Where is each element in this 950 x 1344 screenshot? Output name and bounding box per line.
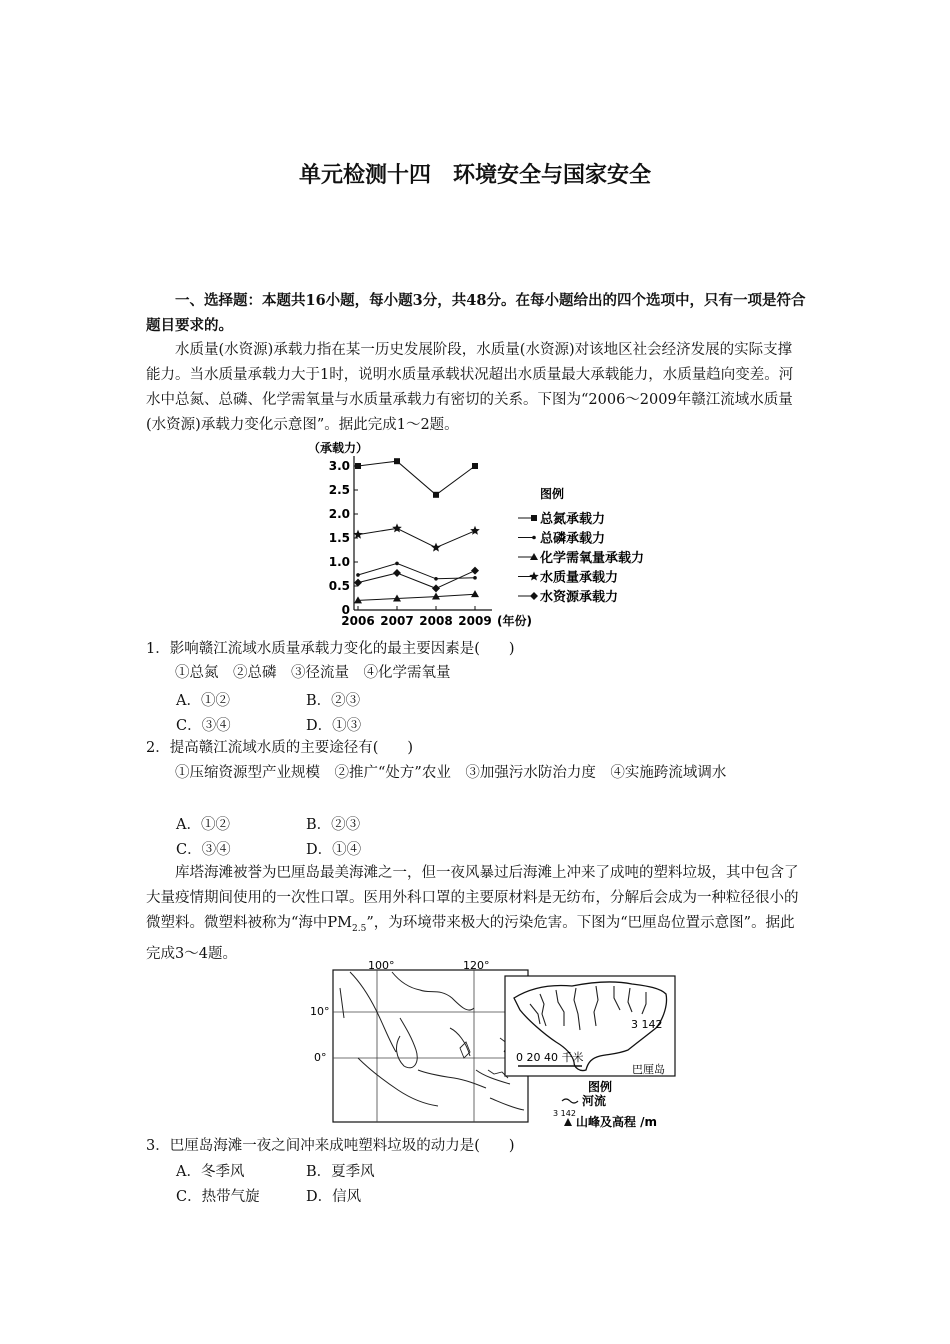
x-axis-label: (年份) bbox=[497, 614, 532, 628]
data-point bbox=[394, 458, 400, 464]
lon-120-label: 120° bbox=[463, 959, 490, 972]
x-tick-label: 2008 bbox=[419, 614, 453, 628]
y-tick-label: 3.0 bbox=[328, 459, 350, 473]
section-heading: 一、选择题：本题共16小题，每小题3分，共48分。在每小题给出的四个选项中，只有一项是符合题目要求的。 bbox=[146, 292, 806, 334]
q1-option-b[interactable]: B．②③ bbox=[306, 693, 361, 709]
pm-subscript: 2.5 bbox=[352, 923, 367, 934]
y-axis-label: （承载力） bbox=[308, 441, 369, 455]
legend-entry: 水质量承载力 bbox=[540, 570, 619, 586]
page-title: 单元检测十四 环境安全与国家安全 bbox=[298, 163, 651, 188]
legend-marker bbox=[529, 572, 539, 581]
passage-2-part-b: ”，为环境带来极大的污染危害。下图为“巴厘岛位置示意图”。据此完成3～4题。 bbox=[146, 915, 795, 962]
data-point bbox=[471, 590, 479, 597]
q2-stem: 2．提高赣江流域水质的主要途径有( ) bbox=[146, 740, 414, 756]
y-tick-label: 2.0 bbox=[328, 507, 350, 521]
legend-entry: 水资源承载力 bbox=[540, 590, 619, 605]
carrying-capacity-chart bbox=[300, 438, 680, 634]
q3-stem: 3．巴厘岛海滩一夜之间冲来成吨塑料垃圾的动力是( ) bbox=[146, 1138, 515, 1154]
q1-option-a[interactable]: A．①② bbox=[176, 693, 230, 709]
data-point bbox=[355, 463, 361, 469]
y-tick-label: 0.5 bbox=[328, 579, 350, 593]
legend-marker bbox=[532, 536, 536, 540]
map-legend-peak: 山峰及高程 /m bbox=[576, 1115, 658, 1129]
scale-label: 0 20 40 千米 bbox=[516, 1051, 584, 1064]
q2-option-d[interactable]: D．①④ bbox=[306, 842, 362, 858]
lon-100-label: 100° bbox=[368, 959, 395, 972]
bali-location-map bbox=[300, 958, 690, 1130]
series-line bbox=[358, 528, 475, 547]
q2-items: ①压缩资源型产业规模 ②推广“处方”农业 ③加强污水防治力度 ④实施跨流域调水 bbox=[175, 765, 727, 781]
data-point bbox=[432, 584, 440, 592]
data-point bbox=[472, 463, 478, 469]
q3-option-b[interactable]: B．夏季风 bbox=[306, 1164, 375, 1180]
river-legend-icon bbox=[562, 1099, 578, 1103]
map-legend-river: 河流 bbox=[582, 1094, 607, 1108]
q2-option-a[interactable]: A．①② bbox=[176, 817, 230, 833]
legend-marker bbox=[530, 592, 538, 600]
series-line bbox=[358, 563, 475, 578]
data-point bbox=[434, 577, 438, 581]
q2-option-b[interactable]: B．②③ bbox=[306, 817, 361, 833]
legend-marker bbox=[531, 515, 537, 521]
passage-1: 水质量(水资源)承载力指在某一历史发展阶段，水质量(水资源)对该地区社会经济发展的实际支撑能力。当水质量承载力大于1时，说明水质量承载状况超出水质量最大承载能力，水质量趋向变差。河水中总氮、总磷、化学需氧量与水质量承载力有密切的关系。下图为“2006～2009年赣江流域水质量(水资源)承载力变化示意图”。据此完成1～2题。 bbox=[146, 342, 794, 433]
data-point bbox=[392, 523, 402, 532]
data-point bbox=[471, 567, 479, 575]
lat-0-label: 0° bbox=[314, 1051, 327, 1064]
q3-option-c[interactable]: C．热带气旋 bbox=[176, 1189, 260, 1205]
q1-option-d[interactable]: D．①③ bbox=[306, 718, 362, 734]
map-legend-peak-value: 3 142 bbox=[553, 1109, 576, 1118]
q3-option-d[interactable]: D．信风 bbox=[306, 1189, 362, 1205]
series-line bbox=[358, 461, 475, 495]
data-point bbox=[353, 530, 363, 539]
y-tick-label: 0 bbox=[341, 603, 350, 617]
y-tick-label: 1.5 bbox=[328, 531, 350, 545]
map-legend-title: 图例 bbox=[588, 1080, 613, 1094]
q3-option-a[interactable]: A．冬季风 bbox=[176, 1164, 245, 1180]
series-line bbox=[358, 571, 475, 589]
q1-option-c[interactable]: C．③④ bbox=[176, 718, 231, 734]
lat-10-label: 10° bbox=[310, 1005, 330, 1018]
x-tick-label: 2007 bbox=[380, 614, 414, 628]
map-frame bbox=[333, 970, 528, 1122]
passage-2-part-a: 库塔海滩被誉为巴厘岛最美海滩之一，但一夜风暴过后海滩上冲来了成吨的塑料垃圾，其中包含了大量疫情期间使用的一次性口罩。医用外科口罩的主要原材料是无纺布，分解后会成为一种粒径很小的微塑料。微塑料被称为“海中PM bbox=[146, 865, 799, 931]
x-tick-label: 2006 bbox=[341, 614, 375, 628]
q1-stem: 1．影响赣江流域水质量承载力变化的最主要因素是( ) bbox=[146, 641, 515, 657]
y-tick-label: 2.5 bbox=[328, 483, 350, 497]
peak-label: 3 142 bbox=[631, 1018, 663, 1031]
data-point bbox=[470, 526, 480, 535]
data-point bbox=[395, 562, 399, 566]
q2-option-c[interactable]: C．③④ bbox=[176, 842, 231, 858]
legend-entry: 化学需氧量承载力 bbox=[540, 551, 645, 566]
data-point bbox=[431, 543, 441, 552]
data-point bbox=[354, 579, 362, 587]
legend-title: 图例 bbox=[540, 487, 565, 501]
passage-2 bbox=[146, 861, 806, 967]
data-point bbox=[433, 492, 439, 498]
data-point bbox=[393, 569, 401, 577]
data-point bbox=[356, 573, 360, 577]
peak-legend-icon bbox=[564, 1118, 572, 1126]
y-tick-label: 1.0 bbox=[328, 555, 350, 569]
series-line bbox=[358, 594, 475, 600]
legend-entry: 总磷承载力 bbox=[540, 531, 606, 547]
legend-entry: 总氮承载力 bbox=[540, 512, 606, 527]
x-tick-label: 2009 bbox=[458, 614, 492, 628]
q1-items: ①总氮 ②总磷 ③径流量 ④化学需氧量 bbox=[175, 665, 451, 681]
data-point bbox=[473, 576, 477, 580]
island-label: 巴厘岛 bbox=[632, 1063, 665, 1076]
